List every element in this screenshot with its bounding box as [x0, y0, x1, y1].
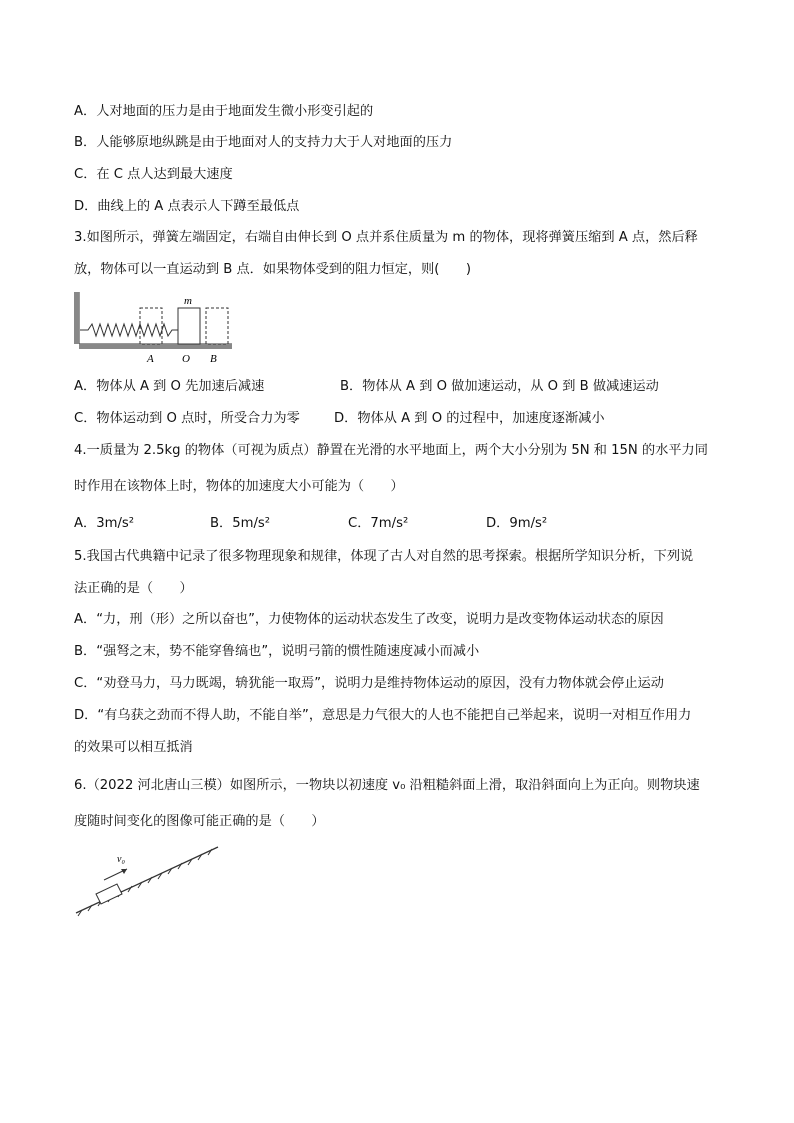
- q3-option-d: D．物体从 A 到 O 的过程中，加速度逐渐减小: [334, 411, 605, 426]
- q3-stem-line2: 放，物体可以一直运动到 B 点．如果物体受到的阻力恒定，则( ): [74, 262, 471, 277]
- q3-stem-line1: 3.如图所示，弹簧左端固定，右端自由伸长到 O 点并系住质量为 m 的物体，现将弹簧压缩到 A 点，然后释: [74, 230, 698, 245]
- label-m: m: [184, 295, 192, 307]
- q4-option-d: D．9m/s²: [486, 516, 548, 531]
- q4-stem-line2: 时作用在该物体上时，物体的加速度大小可能为（ ）: [74, 479, 404, 494]
- q5-stem-line1: 5.我国古代典籍中记录了很多物理现象和规律，体现了古人对自然的思考探索。根据所学知识分析，下列说: [74, 549, 694, 564]
- label-v0: v₀: [117, 854, 125, 865]
- q5-option-a: A．“力，刑（形）之所以奋也”，力使物体的运动状态发生了改变，说明力是改变物体运动状态的原因: [74, 612, 664, 627]
- q4-option-a: A．3m/s²: [74, 516, 135, 531]
- q5-option-c: C．“劝登马力，马力既竭，辀犹能一取焉”，说明力是维持物体运动的原因，没有力物体就会停止运动: [74, 676, 664, 691]
- q5-option-d-line2: 的效果可以相互抵消: [74, 740, 193, 755]
- q5-option-d-line1: D．“有乌获之劲而不得人助，不能自举”，意思是力气很大的人也不能把自己举起来，说明一对相互作用力: [74, 708, 692, 723]
- q4-stem-line1: 4.一质量为 2.5kg 的物体（可视为质点）静置在光滑的水平地面上，两个大小分别为 5N 和 15N 的水平力同: [74, 443, 708, 458]
- q2-option-c: C．在 C 点人达到最大速度: [74, 167, 233, 182]
- q3-option-b: B．物体从 A 到 O 做加速运动，从 O 到 B 做减速运动: [340, 379, 659, 394]
- q3-option-a: A．物体从 A 到 O 先加速后减速: [74, 379, 265, 394]
- q5-option-b: B．“强弩之末，势不能穿鲁缟也”，说明弓箭的惯性随速度减小而减小: [74, 644, 480, 659]
- incline-figure: [72, 842, 222, 917]
- q6-stem-line2: 度随时间变化的图像可能正确的是（ ）: [74, 814, 325, 829]
- q2-option-d: D．曲线上的 A 点表示人下蹲至最低点: [74, 199, 300, 214]
- q3-option-c: C．物体运动到 O 点时，所受合力为零: [74, 411, 300, 426]
- spring-block-figure: [72, 290, 237, 365]
- label-a: A: [147, 353, 154, 365]
- label-o: O: [182, 353, 190, 365]
- q5-stem-line2: 法正确的是（ ）: [74, 581, 193, 596]
- q6-stem-line1: 6.（2022 河北唐山三模）如图所示，一物块以初速度 v₀ 沿粗糙斜面上滑，取沿斜面向上为正向。则物块速: [74, 778, 700, 793]
- q4-option-b: B．5m/s²: [210, 516, 271, 531]
- q4-option-c: C．7m/s²: [348, 516, 409, 531]
- label-b: B: [210, 353, 217, 365]
- q2-option-b: B．人能够原地纵跳是由于地面对人的支持力大于人对地面的压力: [74, 135, 453, 150]
- q2-option-a: A．人对地面的压力是由于地面发生微小形变引起的: [74, 104, 374, 119]
